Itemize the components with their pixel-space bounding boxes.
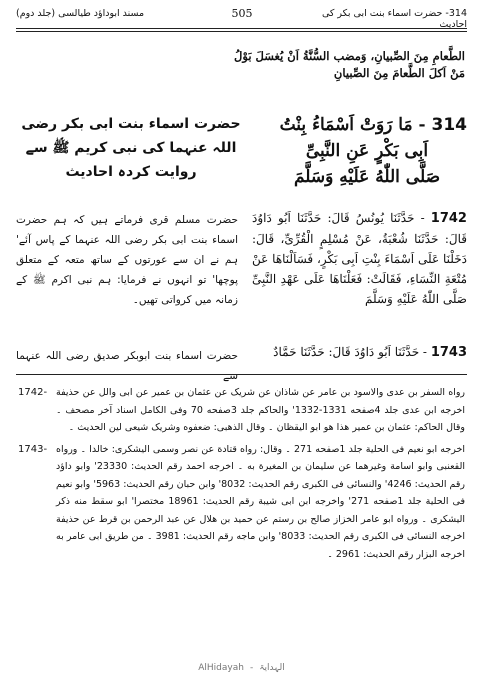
hadith-1742-text: - حَدَّثَنَا یُونُسُ قَالَ: حَدَّثَنَا اَبُو دَاوُدَ قَالَ: حَدَّثَنَا شُعْبَةُ، عَنْ مُسْلِمٍ الْقُرِّیِّ، قَالَ: دَخَلْنَا عَلَی اَسْمَاءَ بِنْتِ اَبِی بَکْرٍ، فَسَاَلْنَاهَا عَنْ مُتْعَةِ النِّسَاءِ، فَقَالَتْ: فَعَلْنَاهَا عَلَی عَهْدِ النَّبِیِّ صَلَّی اللّٰهُ عَلَیْهِ وَسَلَّمَ [252,211,467,306]
header-rule [16,28,467,29]
chapter-title-line-1: مَا رَوَتْ اَسْمَاءُ بِنْتُ [279,115,413,135]
footer-sep: - [249,663,254,673]
hadith-1742-translation: حضرت مسلم قری فرماتے ہیں کہ ہم حضرت اسماء بنت ابی بکر رضی اللہ عنہما کے پاس آئے' ہم نے ان سے عورتوں کے ساتھ متعہ کے متعلق پوچھا' تو انہوں نے فرمایا: ہم نبی اکرم ﷺ کے زمانہ میں کرواتی تھیں۔ [16,214,238,306]
hadith-1742-arabic [252,208,467,309]
header-rule-double [16,31,467,32]
chapter-title-line-2: اَبِی بَکْرٍ عَنِ النَّبِیِّ [305,141,429,161]
header-series-title: مسند ابوداؤد طیالسی (جلد دوم) [16,8,145,19]
header-chapter-ref: 314- حضرت اسماء بنت ابی بکر کی احادیث [321,8,467,30]
chapter-heading-urdu [16,112,246,184]
footer-right: الہدایۃ [259,663,285,673]
hadith-1743-text: - حَدَّثَنَا اَبُو دَاوُدَ قَالَ: حَدَّثَنَا حَمَّادٌ [273,345,427,359]
footnote-text: اخرجه ابو نعیم فی الحلیة جلد 1صفحه 271 ۔ وقال: رواه قتادة عن نصر وسمی الیشکری: خالدا ۔ ورواه القعنبی وابو اسامة وغیرهما عن سلیمان بن المغیرة به ۔ اخرجه احمد رقم الحدیث: 23330' وابو داؤد رقم الحدیث: 4246' والنسائی فی الکبری رقم الحدیث: 8032' وابن حبان رقم الحدیث: 5963' وابو نعیم فی الحلیة جلد 1صفحه 271' واخرجه ابن ابی شیبة رقم الحدیث: 18961 مختصرا' ابو سقط منه ذکر الیشکری ۔ ورواه ابو عامر الخزاز صالح بن رستم عن حمید بن هلال عن عبد الرحمن بن قرط عن حذیفة اخرجه النسائی فی الکبری رقم الحدیث: 8033' وابن ماجه رقم الحدیث: 3981 ۔ من طریق ابی عامر به اخرجه البزار رقم الحدیث: 2961 ۔ [56,443,466,560]
footnote-rule [16,374,467,375]
page-number: 505 [231,7,253,20]
hadith-1743-urdu [16,346,238,386]
hadith-1743-arabic [252,342,467,363]
chapter-heading-arabic: 314 - مَا رَوَتْ اَسْمَاءُ بِنْتُ اَبِی بَکْرٍ عَنِ النَّبِیِّ صَلَّی اللّٰهُ عَلَیْهِ وَسَلَّمَ [267,112,467,190]
continuation-line-2: مَنْ اَکلَ الطَّعامَ مِنَ الصِّبیانِ [333,66,465,80]
hadith-number-1743: 1743 [430,345,467,360]
footnotes [18,384,465,563]
hadith-1742-urdu [16,210,238,310]
hadith-number-1742: 1742 [430,211,467,226]
chapter-number: 314 [431,115,467,135]
urdu-heading-line-3: روایت کردہ احادیث [65,164,197,180]
chapter-title-line-3: صَلَّی اللّٰهُ عَلَیْهِ وَسَلَّمَ [293,167,441,187]
urdu-heading-line-1: حضرت اسماء بنت ابی بکر رضی [21,116,241,132]
footer-left: AlHidayah [198,663,244,673]
footnote-1742 [18,384,465,437]
urdu-heading-line-2: اللہ عنہما کی نبی کریم ﷺ سے [25,140,237,156]
footnote-text: رواه السفر بن عدی والاسود بن عامر عن شاذان عن شریک عن عثمان بن عمیر عن ابی والل عن حذیفة اخرجه ابن عدی جلد 4صفحه 1331-1332' والحاکم جلد 3صفحه 70 وفی الکامل اسناد آخر مصحف ۔ وقال الحاکم: عثمان بن عمیر هذا هو ابو الیقظان ۔ وقال الذهبی: ضعفوه وشریک شیعی لین الحدیث ۔ [56,387,465,433]
footnote-1743 [18,441,465,564]
hadith-1743-translation: حضرت اسماء بنت ابوبکر صدیق رضی اللہ عنہما سے [16,350,238,382]
footnote-number: 1743- [18,443,48,455]
continuation-line-1: الطَّعامِ مِنَ الصِّبیانِ، وَمضب السُّنَّةُ اَنْ یُغسَلَ بَوْلُ [234,49,465,63]
previous-hadith-continuation [25,48,465,82]
footnote-number: 1742- [18,387,48,398]
footer-watermark [0,663,483,673]
